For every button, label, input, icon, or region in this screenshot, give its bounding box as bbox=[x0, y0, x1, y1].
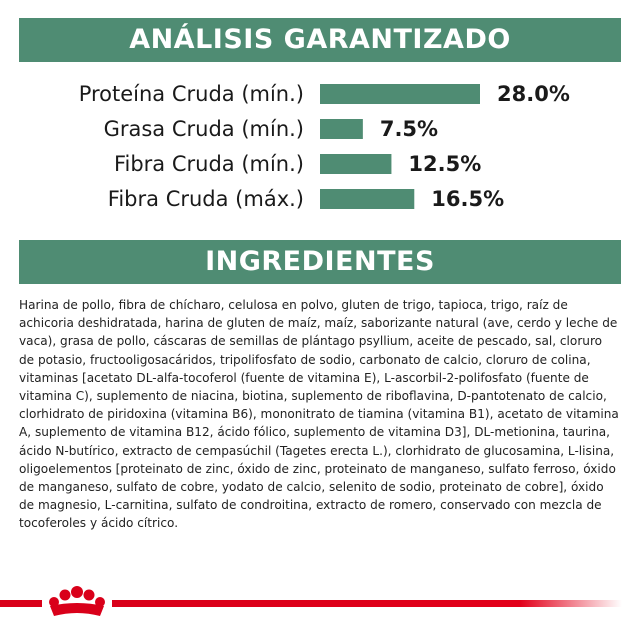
value-label: 7.5% bbox=[379, 117, 439, 141]
ingredients-text: Harina de pollo, fibra de chícharo, celulosa en polvo, gluten de trigo, tapioca, trigo, raíz de achicoria deshidratada, harina de gluten de maíz, maíz, saborizante natural (ave, cerdo y leche de vaca), grasa de pollo, cáscaras de semillas de plántago psyllium, aceite de pescado, sal, cloruro de potasio, fructooligosacáridos, tripolifosfato de sodio, carbonato de calcio, cloruro de colina, vitaminas [acetato DL-alfa-tocoferol (fuente de vitamina E), L-ascorbil-2-polifosfato (fuente de vitamina C), suplemento de niacina, biotina, suplemento de riboflavina, D-pantotenato de calcio, clorhidrato de piridoxina (vitamina B6), mononitrato de tiamina (vitamina B1), acetato de vitamina A, suplemento de vitamina B12, ácido fólico, suplemento de vitamina D3], DL-metionina, taurina, ácido N-butírico, extracto de cempasúchil (Tagetes erecta L.), clorhidrato de glucosamina, L-lisina, oligoelementos [proteinato de zinc, óxido de zinc, proteinato de manganeso, sulfato ferroso, óxido de manganeso, sulfato de cobre, yodato de calcio, selenito de sodio, proteinato de cobre], óxido de magnesio, L-carnitina, sulfato de condroitina, extracto de romero, conservado con mezcla de tocoferoles y ácido cítrico. bbox=[19, 298, 619, 531]
ingredients-title-banner bbox=[19, 240, 621, 284]
category-label: Grasa Cruda (mín.) bbox=[103, 117, 304, 141]
ingredients-title: INGREDIENTES bbox=[205, 246, 435, 277]
analysis-bar-chart bbox=[0, 70, 640, 220]
value-label: 12.5% bbox=[408, 152, 482, 176]
category-label: Proteína Cruda (mín.) bbox=[78, 82, 304, 106]
bar bbox=[320, 189, 414, 209]
category-label: Fibra Cruda (mín.) bbox=[113, 152, 304, 176]
analysis-title: ANÁLISIS GARANTIZADO bbox=[129, 24, 511, 55]
bar bbox=[320, 154, 391, 174]
value-label: 28.0% bbox=[497, 82, 570, 106]
value-label: 16.5% bbox=[431, 187, 505, 211]
royal-crown-icon bbox=[49, 586, 105, 616]
footer-stripe-left bbox=[0, 600, 42, 607]
bar bbox=[320, 84, 480, 104]
category-label: Fibra Cruda (máx.) bbox=[107, 187, 304, 211]
footer-logo-bar bbox=[0, 580, 640, 630]
analysis-title-banner bbox=[19, 18, 621, 62]
footer-stripe-right bbox=[112, 600, 622, 607]
bar bbox=[320, 119, 363, 139]
